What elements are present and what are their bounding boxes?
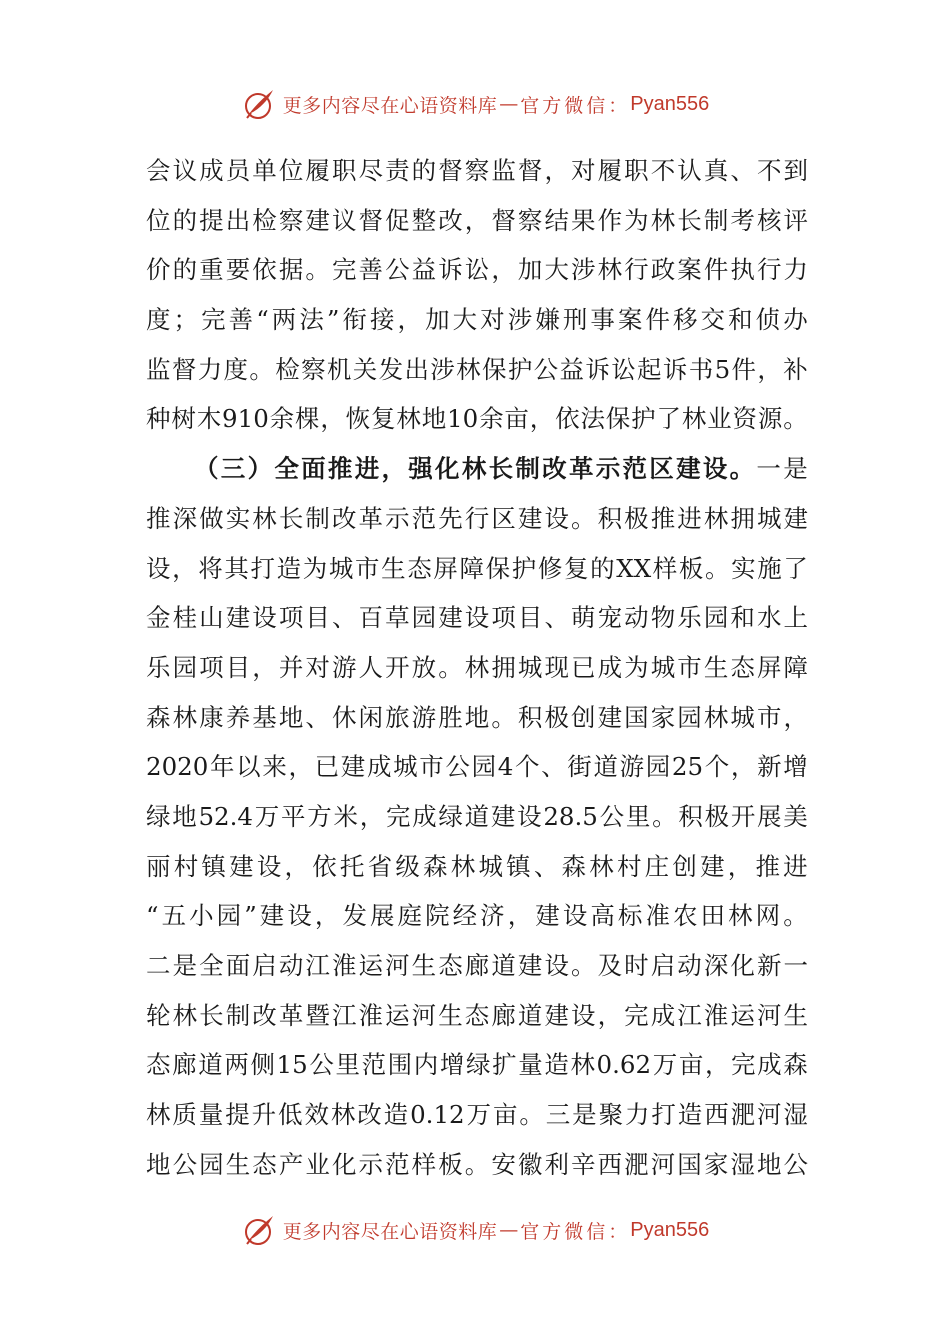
quill-pen-logo-icon xyxy=(241,1212,277,1248)
text-line: 林 质 量 提 升 低 效 林 改 造 0.12 万 亩 。 三 是 聚 力 打 造 西 淝 河 湿 xyxy=(146,1100,808,1130)
top-watermark-banner xyxy=(0,84,950,124)
text-line: 轮 林 长 制 改 革 暨 江 淮 运 河 生 态 廊 道 建 设 ， 完 成 江 淮 运 河 生 xyxy=(146,1000,808,1030)
text-line: 森 林 康 养 基 地 、 休 闲 旅 游 胜 地 。 积 极 创 建 国 家 园 林 城 市 ， xyxy=(146,702,808,732)
watermark-site-text: 更多内容尽在心语资料库 xyxy=(282,94,498,117)
watermark-label: 官方微信： xyxy=(520,94,631,117)
text-line: 金 桂 山 建 设 项 目 、 百 草 园 建 设 项 目 、 萌 宠 动 物 乐 园 和 水 上 xyxy=(146,603,808,633)
quill-pen-logo-icon xyxy=(241,86,277,122)
watermark-account: Pyan556 xyxy=(630,92,710,115)
text-line: 种 树 木 910 余 棵 ， 恢 复 林 地 10 余 亩 ， 依 法 保 护 了 林 业 资 源 。 xyxy=(146,404,808,434)
text-line: 会 议 成 员 单 位 履 职 尽 责 的 督 察 监 督 ， 对 履 职 不 认 真 、 不 到 xyxy=(146,156,808,185)
text-line: 地 公 园 生 态 产 业 化 示 范 样 板 。 安 徽 利 辛 西 淝 河 国 家 湿 地 公 xyxy=(146,1149,808,1179)
text-line: 丽 村 镇 建 设 ， 依 托 省 级 森 林 城 镇 、 森 林 村 庄 创 建 ， 推 进 xyxy=(146,851,808,881)
section-heading-line: （ 三 ） 全 面 推 进 ， 强 化 林 长 制 改 革 示 范 区 建 设 。 一 是 xyxy=(194,454,808,484)
text-line: 价 的 重 要 依 据 。 完 善 公 益 诉 讼 ， 加 大 涉 林 行 政 案 件 执 行 力 xyxy=(146,255,808,285)
text-line: 二 是 全 面 启 动 江 淮 运 河 生 态 廊 道 建 设 。 及 时 启 动 深 化 新 一 xyxy=(146,951,808,980)
text-line: 监 督 力 度 。 检 察 机 关 发 出 涉 林 保 护 公 益 诉 讼 起 诉 书 5 件 ， 补 xyxy=(146,354,808,384)
text-line: 推 深 做 实 林 长 制 改 革 示 范 先 行 区 建 设 。 积 极 推 进 林 拥 城 建 xyxy=(146,503,808,533)
text-line: 绿 地 52.4 万 平 方 米 ， 完 成 绿 道 建 设 28.5 公 里 。 积 极 开 展 美 xyxy=(146,801,808,831)
watermark-account: Pyan556 xyxy=(630,1218,710,1241)
text-line: 乐 园 项 目 ， 并 对 游 人 开 放 。 林 拥 城 现 已 成 为 城 市 生 态 屏 障 xyxy=(146,652,808,682)
text-line: 态 廊 道 两 侧 15 公 里 范 围 内 增 绿 扩 量 造 林 0.62 万 亩 ， 完 成 森 xyxy=(146,1050,808,1080)
text-line: 位 的 提 出 检 察 建 议 督 促 整 改 ， 督 察 结 果 作 为 林 长 制 考 核 评 xyxy=(146,205,808,235)
text-line: 2020 年 以 来 ， 已 建 成 城 市 公 园 4 个 、 街 道 游 园 25 个 ， 新 增 xyxy=(146,752,808,782)
watermark-label: 官方微信： xyxy=(520,1220,631,1243)
bottom-watermark-banner xyxy=(0,1210,950,1250)
watermark-dash: — xyxy=(499,1219,519,1241)
document-body xyxy=(146,146,808,1189)
watermark-site-text: 更多内容尽在心语资料库 xyxy=(282,1220,498,1243)
text-line: 度 ； 完 善 “ 两 法 ” 衔 接 ， 加 大 对 涉 嫌 刑 事 案 件 移 交 和 侦 办 xyxy=(146,305,808,335)
text-line: “ 五 小 园 ” 建 设 ， 发 展 庭 院 经 济 ， 建 设 高 标 准 农 田 林 网 。 xyxy=(146,901,808,931)
watermark-dash: — xyxy=(499,93,519,115)
text-line: 设 ， 将 其 打 造 为 城 市 生 态 屏 障 保 护 修 复 的 XX 样 板 。 实 施 了 xyxy=(146,553,808,583)
